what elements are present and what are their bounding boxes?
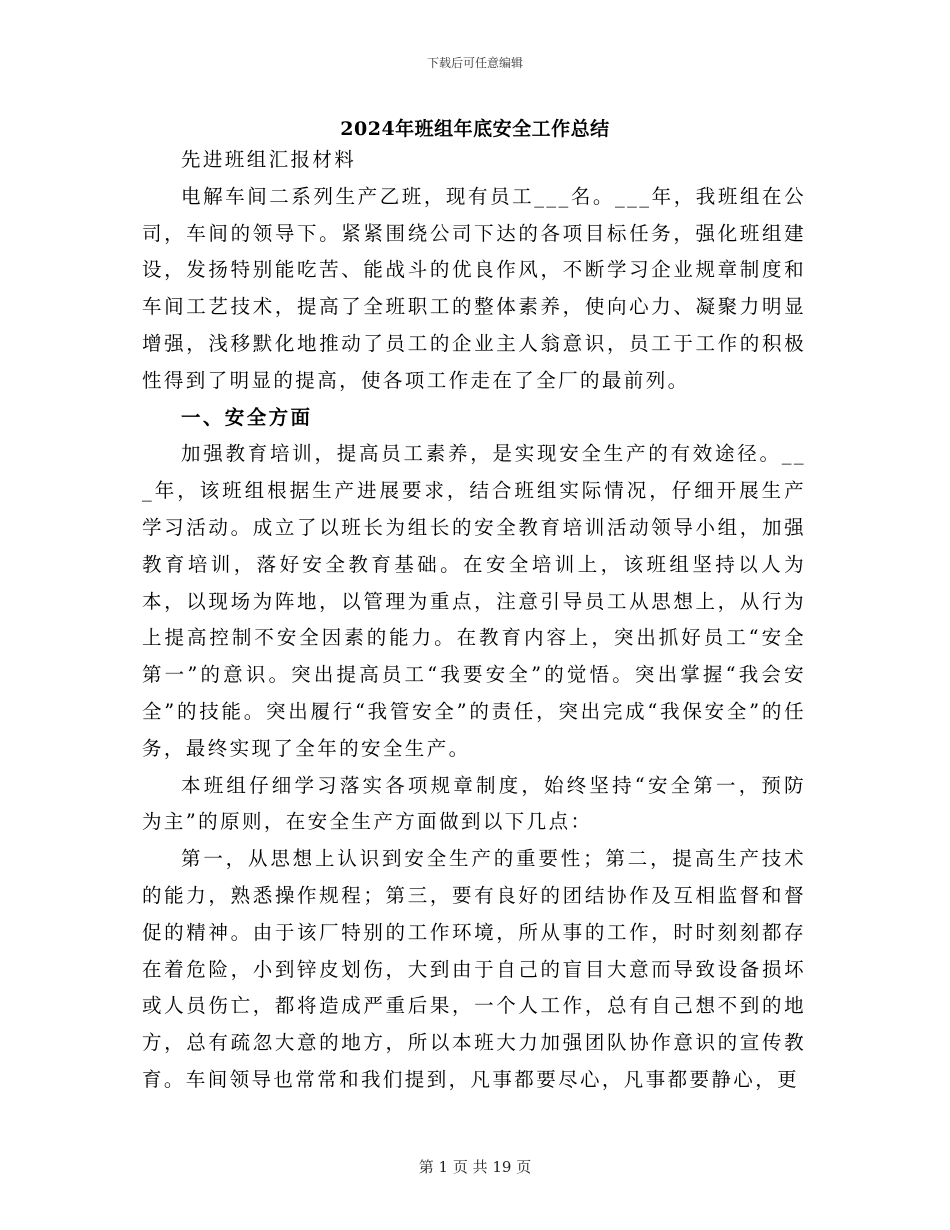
header-note: 下载后可任意编辑 — [426, 56, 523, 70]
paragraph-points: 第一，从思想上认识到安全生产的重要性；第二，提高生产技术的能力，熟悉操作规程；第三，要有良好的团结协作及互相监督和督促的精神。由于该厂特别的工作环境，所从事的工作，时时刻刻都存在着危险，小到锌皮划伤，大到由于自己的盲目大意而导致设备损坏或人员伤亡，都将造成严重后果，一个人工作，总有自己想不到的地方，总有疏忽大意的地方，所以本班大力加强团队协作意识的宣传教育。车间领导也常常和我们提到，凡事都要尽心，凡事都要静心，更 — [142, 847, 806, 1091]
paragraph-intro: 电解车间二系列生产乙班，现有员工___名。___年，我班组在公司，车间的领导下。紧紧围绕公司下达的各项目标任务，强化班组建设，发扬特别能吃苦、能战斗的优良作风，不断学习企业规章制度和车间工艺技术，提高了全班职工的整体素养，使向心力、凝聚力明显增强，浅移默化地推动了员工的企业主人翁意识，员工于工作的积极性得到了明显的提高，使各项工作走在了全厂的最前列。 — [142, 184, 806, 392]
paragraph-subtitle: 先进班组汇报材料 — [181, 148, 357, 171]
document-title: 2024年班组年底安全工作总结 — [340, 118, 610, 140]
paragraph-training: 加强教育培训，提高员工素养，是实现安全生产的有效途径。___年，该班组根据生产进展要求，结合班组实际情况，仔细开展生产学习活动。成立了以班长为组长的安全教育培训活动领导小组，加强教育培训，落好安全教育基础。在安全培训上，该班组坚持以人为本，以现场为阵地，以管理为重点，注意引导员工从思想上，从行为上提高控制不安全因素的能力。在教育内容上，突出抓好员工“安全第一”的意识。突出提高员工“我要安全”的觉悟。突出掌握“我会安全”的技能。突出履行“我管安全”的责任，突出完成“我保安全”的任务，最终实现了全年的安全生产。 — [142, 442, 806, 760]
paragraph-rules: 本班组仔细学习落实各项规章制度，始终坚持“安全第一，预防为主”的原则，在安全生产方面做到以下几点： — [142, 773, 806, 834]
page-number-footer: 第 1 页 共 19 页 — [418, 1158, 532, 1176]
section-heading-safety: 一、安全方面 — [181, 405, 313, 429]
document-body — [142, 142, 806, 1099]
